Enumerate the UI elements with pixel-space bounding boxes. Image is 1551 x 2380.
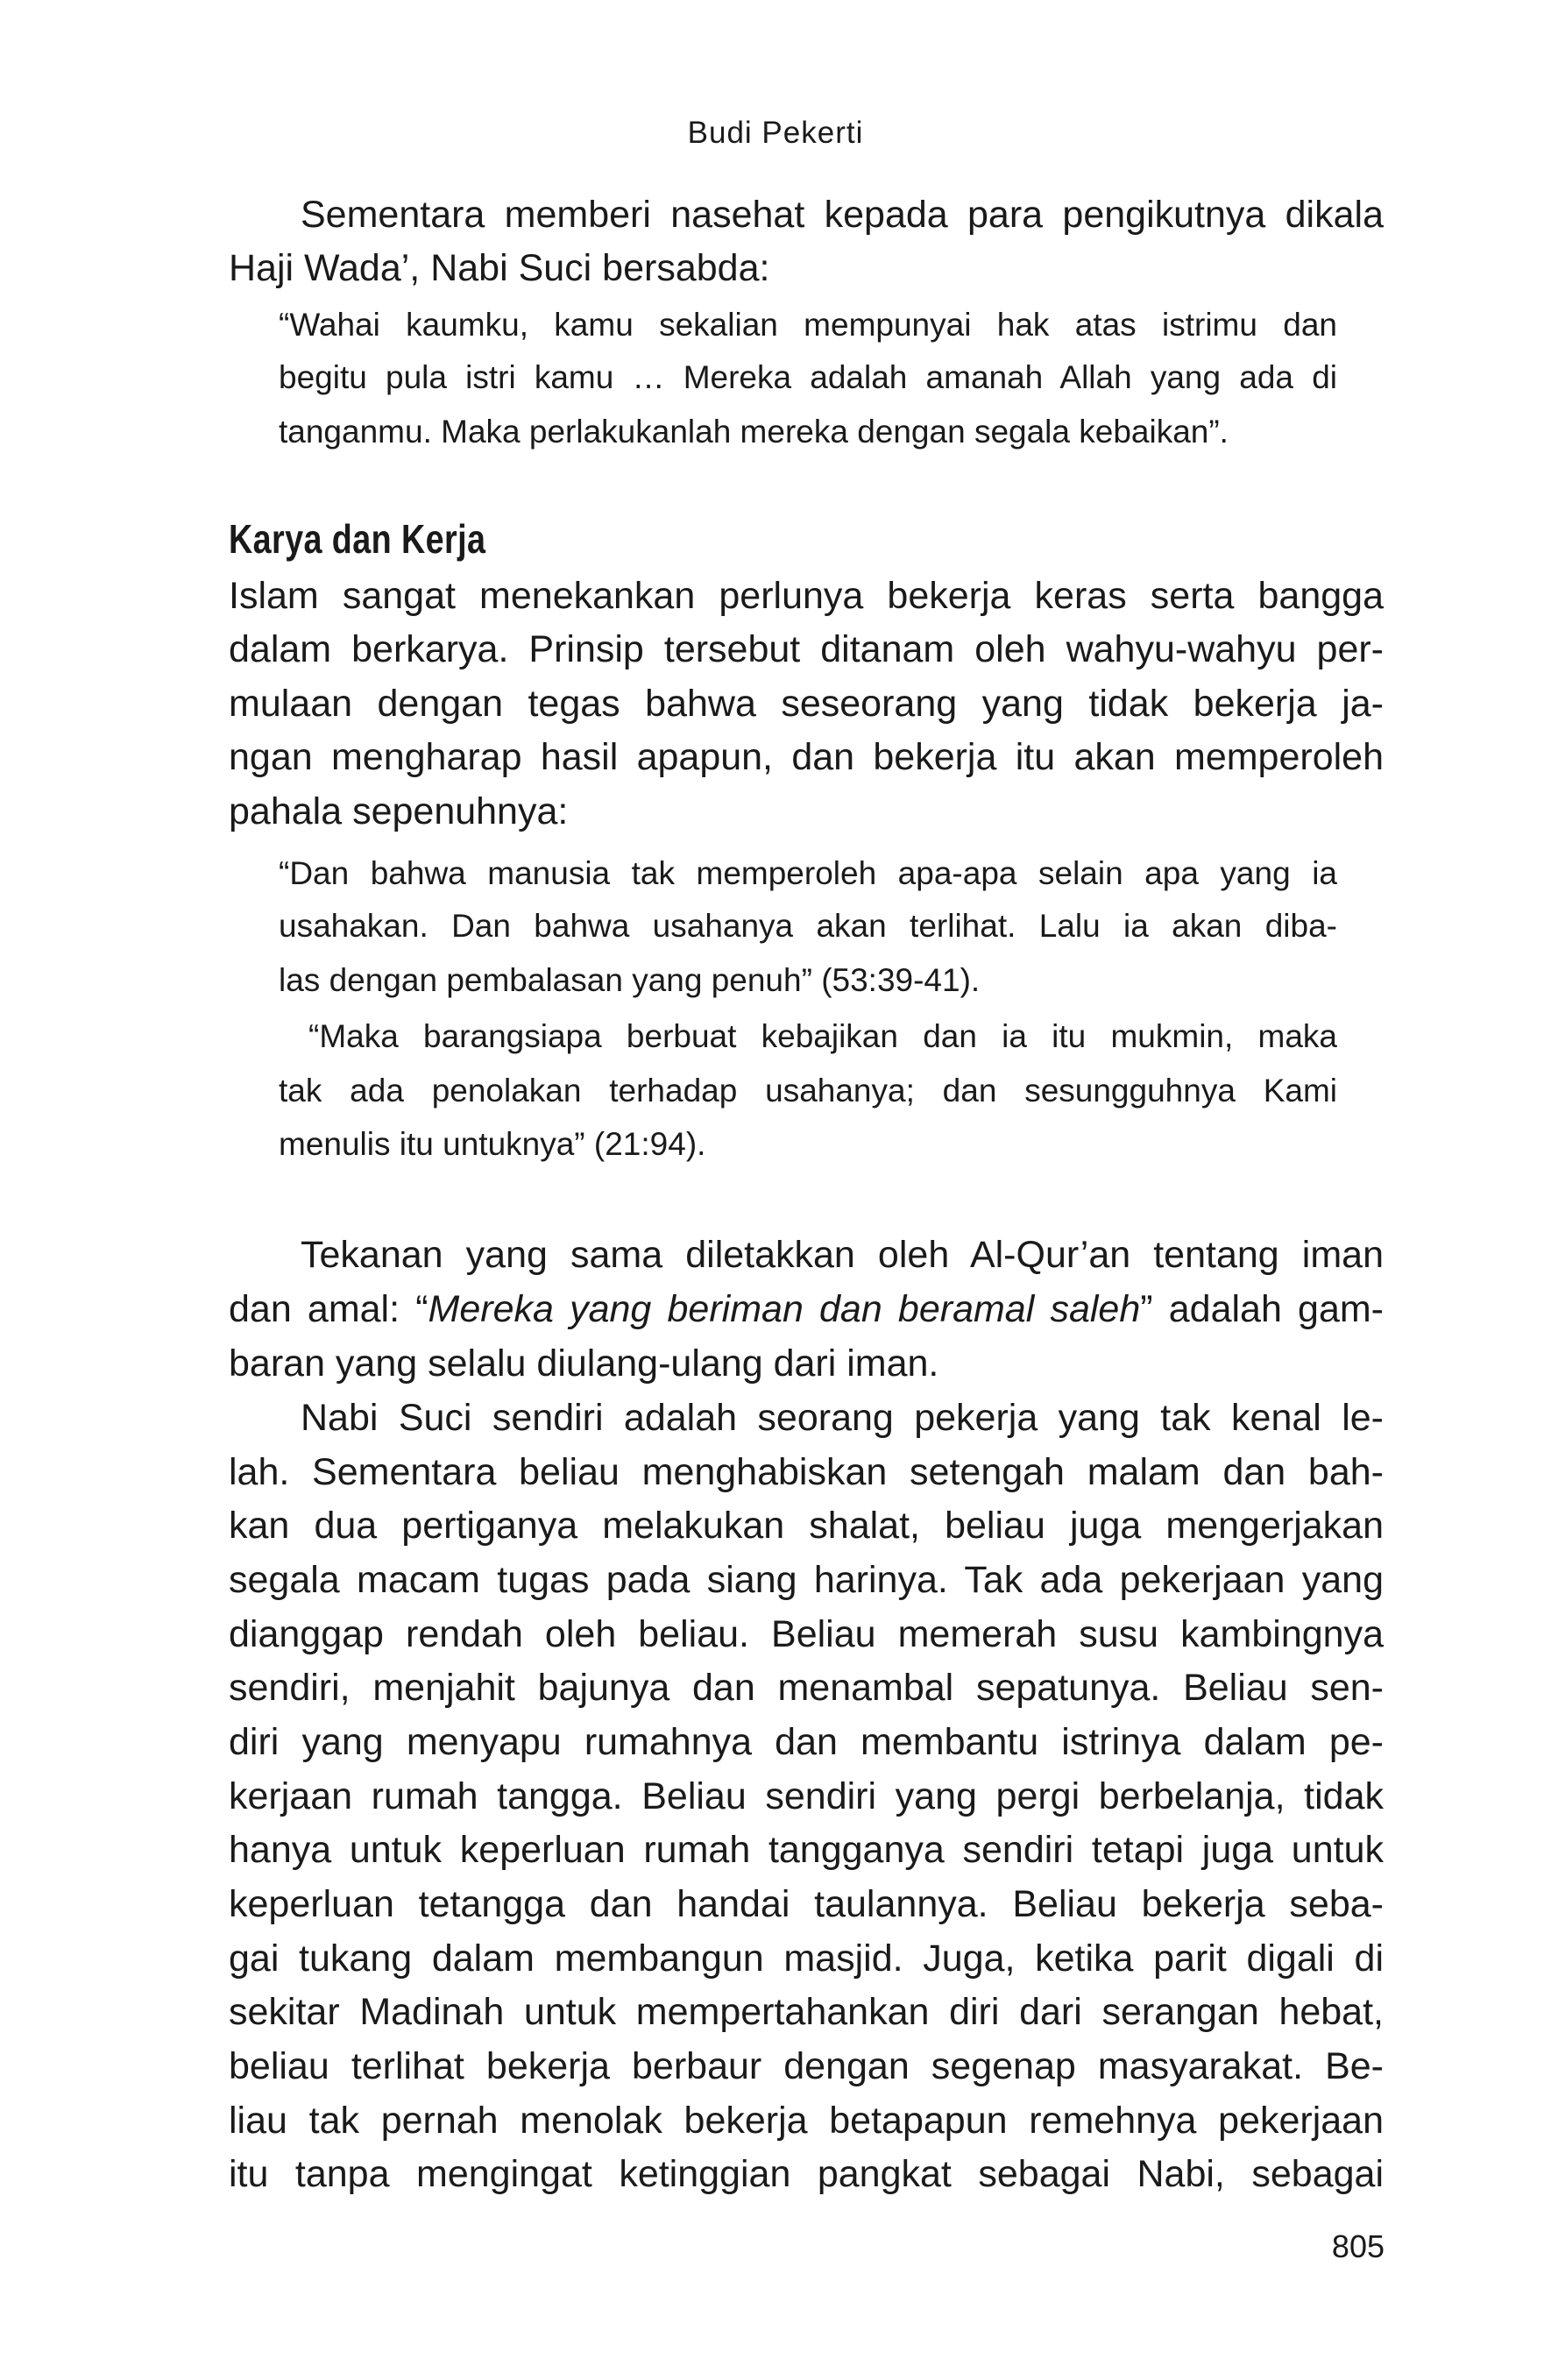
section-line-4: ngan mengharap hasil apapun, dan bekerja itu akan memperoleh (229, 736, 1384, 778)
quote1-line-2: begitu pula istri kamu … Mereka adalah amanah Allah yang ada di (279, 359, 1337, 395)
section-line-2: dalam berkarya. Prinsip tersebut ditanam oleh wahyu-wahyu per- (229, 628, 1384, 670)
para3-line-11: gai tukang dalam membangun masjid. Juga, ketika parit digali di (229, 1937, 1384, 1980)
para3-line-6: sendiri, menjahit bajunya dan menambal sepatunya. Beliau sen- (229, 1667, 1384, 1709)
para2-italic-phrase: Mereka yang beriman dan beramal saleh (428, 1288, 1141, 1330)
running-header: Budi Pekerti (687, 116, 864, 150)
quote2-line-1: “Dan bahwa manusia tak memperoleh apa-apa selain apa yang ia (279, 855, 1337, 891)
para2-line-1: Tekanan yang sama diletakkan oleh Al-Qur’an tentang iman (301, 1234, 1384, 1276)
para3-line-10: keperluan tetangga dan handai taulannya. Beliau bekerja seba- (229, 1883, 1384, 1925)
quote3-line-1: “Maka barangsiapa berbuat kebajikan dan ia itu mukmin, maka (308, 1018, 1337, 1054)
para2-line-2-suffix: ” adalah gam- (1140, 1288, 1384, 1330)
para3-line-8: kerjaan rumah tangga. Beliau sendiri yang pergi berbelanja, tidak (229, 1775, 1384, 1817)
quote2-line-2: usahakan. Dan bahwa usahanya akan terlihat. Lalu ia akan diba- (279, 908, 1337, 944)
para3-line-15: itu tanpa mengingat ketinggian pangkat sebagai Nabi, sebagai (229, 2153, 1384, 2195)
para2-line-2 (229, 1286, 1384, 1332)
para2-line-2-prefix: dan amal: “ (229, 1288, 428, 1330)
section-heading: Karya dan Kerja (229, 516, 486, 562)
quote3-line-2: tak ada penolakan terhadap usahanya; dan sesungguhnya Kami (279, 1073, 1337, 1109)
intro-line-1: Sementara memberi nasehat kepada para pengikutnya dikala (301, 194, 1384, 236)
para3-line-14: liau tak pernah menolak bekerja betapapun remehnya pekerjaan (229, 2100, 1384, 2142)
quote3-line-3: menulis itu untuknya” (21:94). (279, 1126, 706, 1162)
section-line-5: pahala sepenuhnya: (229, 790, 569, 832)
para3-line-3: kan dua pertiganya melakukan shalat, beliau juga mengerjakan (229, 1505, 1384, 1547)
para3-line-12: sekitar Madinah untuk mempertahankan diri dari serangan hebat, (229, 1991, 1384, 2033)
quote1-line-3: tanganmu. Maka perlakukanlah mereka dengan segala kebaikan”. (279, 414, 1229, 450)
para3-line-4: segala macam tugas pada siang harinya. Tak ada pekerjaan yang (229, 1559, 1384, 1601)
para3-line-7: diri yang menyapu rumahnya dan membantu istrinya dalam pe- (229, 1721, 1384, 1763)
section-line-1: Islam sangat menekankan perlunya bekerja keras serta bangga (229, 575, 1384, 617)
quote1-line-1: “Wahai kaumku, kamu sekalian mempunyai hak atas istrimu dan (279, 307, 1337, 343)
para3-line-1: Nabi Suci sendiri adalah seorang pekerja yang tak kenal le- (301, 1397, 1384, 1439)
para3-line-2: lah. Sementara beliau menghabiskan setengah malam dan bah- (229, 1451, 1384, 1493)
para3-line-5: dianggap rendah oleh beliau. Beliau memerah susu kambingnya (229, 1613, 1384, 1655)
para2-line-3: baran yang selalu diulang-ulang dari iman. (229, 1342, 939, 1385)
section-line-3: mulaan dengan tegas bahwa seseorang yang tidak bekerja ja- (229, 683, 1384, 725)
page-number: 805 (1331, 2228, 1385, 2264)
para3-line-9: hanya untuk keperluan rumah tangganya sendiri tetapi juga untuk (229, 1829, 1384, 1871)
intro-line-2: Haji Wada’, Nabi Suci bersabda: (229, 247, 770, 289)
para3-line-13: beliau terlihat bekerja berbaur dengan segenap masyarakat. Be- (229, 2045, 1384, 2087)
quote2-line-3: las dengan pembalasan yang penuh” (53:39-41). (279, 962, 981, 998)
